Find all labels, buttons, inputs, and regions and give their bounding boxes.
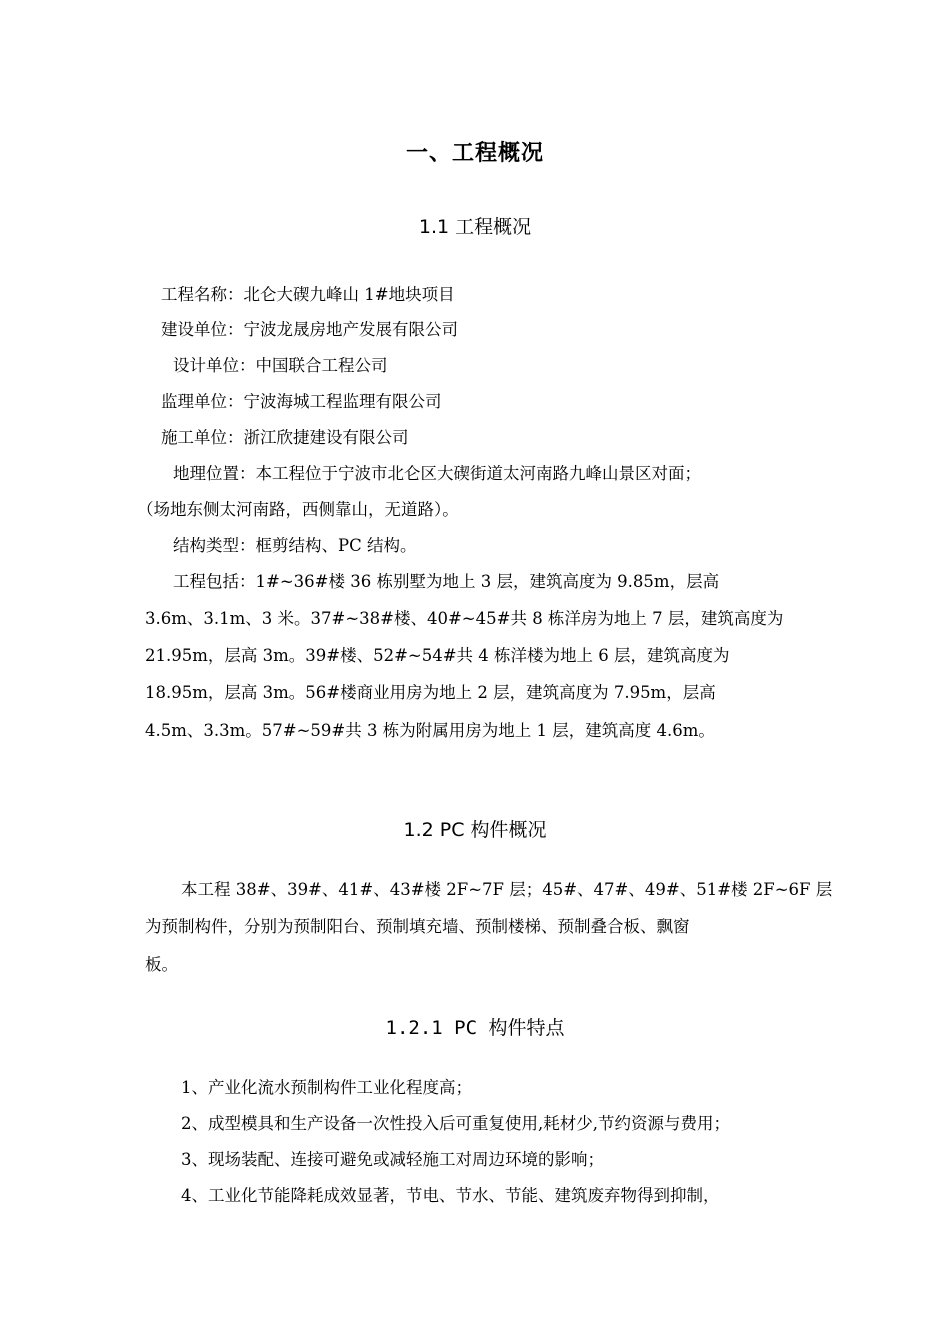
feature-item: 1、产业化流水预制构件工业化程度高； <box>181 1078 472 1097</box>
scope-line-3: 21.95m，层高 3m。39#楼、52#~54#共 4 栋洋楼为地上 6 层，建筑高度为 <box>145 646 730 665</box>
supervisor-line: 监理单位：宁波海城工程监理有限公司 <box>161 392 442 411</box>
scope-line-5: 4.5m、3.3m。57#~59#共 3 栋为附属用房为地上 1 层，建筑高度 4.6m。 <box>145 721 715 740</box>
section-1-2-title: 1.2 PC 构件概况 <box>403 819 547 841</box>
scope-line-1: 工程包括：1#~36#楼 36 栋别墅为地上 3 层，建筑高度为 9.85m，层高 <box>173 572 720 591</box>
builder-line: 建设单位：宁波龙晟房地产发展有限公司 <box>161 320 458 339</box>
contractor-line: 施工单位：浙江欣捷建设有限公司 <box>161 428 409 447</box>
location-line-2: （场地东侧太河南路，西侧靠山，无道路）。 <box>137 500 459 519</box>
chapter-title: 一、工程概况 <box>405 141 544 166</box>
feature-item: 2、成型模具和生产设备一次性投入后可重复使用,耗材少,节约资源与费用； <box>181 1114 730 1133</box>
structure-line: 结构类型：框剪结构、PC 结构。 <box>173 536 417 555</box>
section-1-1-title: 1.1 工程概况 <box>418 216 532 238</box>
scope-line-2: 3.6m、3.1m、3 米。37#~38#楼、40#~45#共 8 栋洋房为地上 7 层，建筑高度为 <box>145 609 784 628</box>
project-name-line: 工程名称：北仑大碶九峰山 1#地块项目 <box>161 285 455 304</box>
feature-item: 3、现场装配、连接可避免或减轻施工对周边环境的影响； <box>181 1150 604 1169</box>
scope-line-4: 18.95m，层高 3m。56#楼商业用房为地上 2 层，建筑高度为 7.95m，层高 <box>145 683 716 702</box>
location-line-1: 地理位置：本工程位于宁波市北仑区大碶街道太河南路九峰山景区对面； <box>173 464 701 483</box>
pc-overview-line-3: 板。 <box>145 955 178 974</box>
section-1-2-1-title: 1.2.1 PC 构件特点 <box>385 1017 565 1039</box>
feature-item: 4、工业化节能降耗成效显著，节电、节水、节能、建筑废弃物得到抑制， <box>181 1186 720 1205</box>
designer-line: 设计单位：中国联合工程公司 <box>173 356 388 375</box>
pc-overview-line-2: 为预制构件，分别为预制阳台、预制填充墙、预制楼梯、预制叠合板、飘窗 <box>145 917 690 936</box>
pc-overview-line-1: 本工程 38#、39#、41#、43#楼 2F~7F 层；45#、47#、49#、51#楼 2F~6F 层 <box>181 880 833 899</box>
